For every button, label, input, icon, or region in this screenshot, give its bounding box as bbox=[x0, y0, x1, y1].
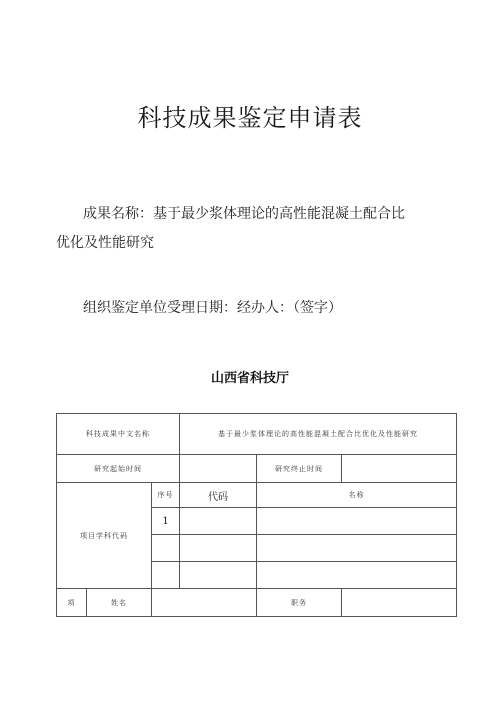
application-form-table bbox=[56, 413, 457, 617]
project-label: 项 bbox=[57, 589, 87, 617]
row-code bbox=[180, 535, 257, 562]
row-name bbox=[257, 562, 457, 589]
start-time-label: 研究起始时间 bbox=[57, 455, 180, 483]
row-seq bbox=[152, 535, 180, 562]
end-time-value bbox=[342, 455, 457, 483]
research-dates-row bbox=[57, 455, 457, 483]
achievement-name-line-1: 成果名称：基于最少浆体理论的高性能混凝土配合比 bbox=[83, 206, 405, 222]
chinese-name-label: 科技成果中文名称 bbox=[57, 414, 180, 455]
person-name-value bbox=[152, 589, 257, 617]
row-code bbox=[180, 562, 257, 589]
subject-code-label: 项目学科代码 bbox=[57, 483, 152, 589]
row-code bbox=[180, 508, 257, 535]
end-time-label: 研究终止时间 bbox=[257, 455, 342, 483]
row-name bbox=[257, 508, 457, 535]
organization-line: 组织鉴定单位受理日期：经办人：（签字） bbox=[83, 300, 342, 316]
issuer-name: 山西省科技厅 bbox=[210, 371, 289, 386]
code-header: 代码 bbox=[180, 483, 257, 508]
name-header: 名称 bbox=[257, 483, 457, 508]
people-row bbox=[57, 589, 457, 617]
chinese-name-value: 基于最少浆体理论的高性能混凝土配合比优化及性能研究 bbox=[180, 414, 457, 455]
seq-header: 序号 bbox=[152, 483, 180, 508]
position-label: 职务 bbox=[257, 589, 342, 617]
subject-header-row bbox=[57, 483, 457, 508]
start-time-value bbox=[180, 455, 257, 483]
achievement-name-line-2: 优化及性能研究 bbox=[56, 235, 154, 251]
row-name bbox=[257, 535, 457, 562]
row-seq: 1 bbox=[152, 508, 180, 535]
row-seq bbox=[152, 562, 180, 589]
chinese-name-row bbox=[57, 414, 457, 455]
person-name-label: 姓名 bbox=[87, 589, 152, 617]
document-title: 科技成果鉴定申请表 bbox=[137, 104, 363, 132]
position-value bbox=[342, 589, 457, 617]
